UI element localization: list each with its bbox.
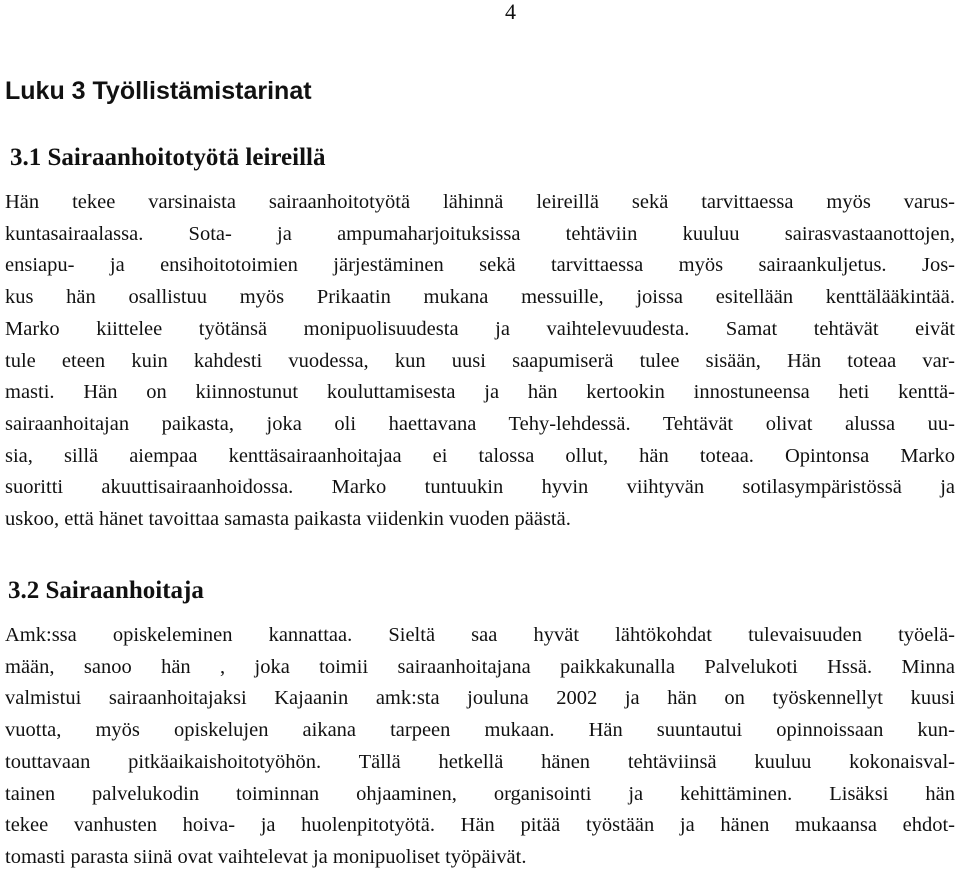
paragraph-line: sia, sillä aiempaa kenttäsairaanhoitajaa ei talossa ollut, hän toteaa. Opintonsa Marko xyxy=(5,444,955,467)
section-title-3-2: 3.2 Sairaanhoitaja xyxy=(8,577,204,604)
paragraph-line: Amk:ssa opiskeleminen kannattaa. Sieltä saa hyvät lähtökohdat tulevaisuuden työelä- xyxy=(5,624,955,646)
paragraph-line: valmistui sairaanhoitajaksi Kajaanin amk:sta jouluna 2002 ja hän on työskennellyt kuusi xyxy=(5,687,955,710)
paragraph-line: sairaanhoitajan paikasta, joka oli haettavana Tehy-lehdessä. Tehtävät olivat alussa uu- xyxy=(5,412,955,435)
section-title-3-1: 3.1 Sairaanhoitotyötä leireillä xyxy=(10,144,326,171)
paragraph-line: tekee vanhusten hoiva- ja huolenpitotyötä. Hän pitää työstään ja hänen mukaansa ehdot- xyxy=(5,814,955,837)
paragraph-line: kuntasairaalassa. Sota- ja ampumaharjoituksissa tehtäviin kuuluu sairasvastaanottojen, xyxy=(5,222,955,245)
paragraph-line: tule eteen kuin kahdesti vuodessa, kun uusi saapumiserä tulee sisään, Hän toteaa var- xyxy=(5,349,955,372)
paragraph-line: uskoo, että hänet tavoittaa samasta paikasta viidenkin vuoden päästä. xyxy=(5,508,571,531)
paragraph-line: suoritti akuuttisairaanhoidossa. Marko tuntuukin hyvin viihtyvän sotilasympäristössä ja xyxy=(5,476,955,499)
paragraph-line: tainen palvelukodin toiminnan ohjaaminen, organisointi ja kehittäminen. Lisäksi hän xyxy=(5,782,955,805)
paragraph-section-3-1 xyxy=(5,187,955,536)
page-number: 4 xyxy=(505,0,516,24)
paragraph-line: Marko kiittelee työtänsä monipuolisuudesta ja vaihtelevuudesta. Samat tehtävät eivät xyxy=(5,317,955,340)
paragraph-line: mään, sanoo hän , joka toimii sairaanhoitajana paikkakunalla Palvelukoti Hssä. Minna xyxy=(5,655,955,678)
paragraph-line: kus hän osallistuu myös Prikaatin mukana messuille, joissa esitellään kenttälääkintää. xyxy=(5,286,955,309)
paragraph-section-3-2 xyxy=(5,620,955,874)
paragraph-line: ensiapu- ja ensihoitotoimien järjestäminen sekä tarvittaessa myös sairaankuljetus. Jos- xyxy=(5,254,955,277)
paragraph-line: vuotta, myös opiskelujen aikana tarpeen mukaan. Hän suuntautui opinnoissaan kun- xyxy=(5,719,955,742)
paragraph-line: masti. Hän on kiinnostunut kouluttamisesta ja hän kertookin innostuneensa heti kenttä- xyxy=(5,381,955,404)
paragraph-line: Hän tekee varsinaista sairaanhoitotyötä lähinnä leireillä sekä tarvittaessa myös varus- xyxy=(5,191,955,213)
paragraph-line: tomasti parasta siinä ovat vaihtelevat ja monipuoliset työpäivät. xyxy=(5,845,527,868)
chapter-title: Luku 3 Työllistämistarinat xyxy=(5,77,312,105)
paragraph-line: touttavaan pitkäaikaishoitotyöhön. Tällä hetkellä hänen tehtäviinsä kuuluu kokonaisval- xyxy=(5,750,955,773)
